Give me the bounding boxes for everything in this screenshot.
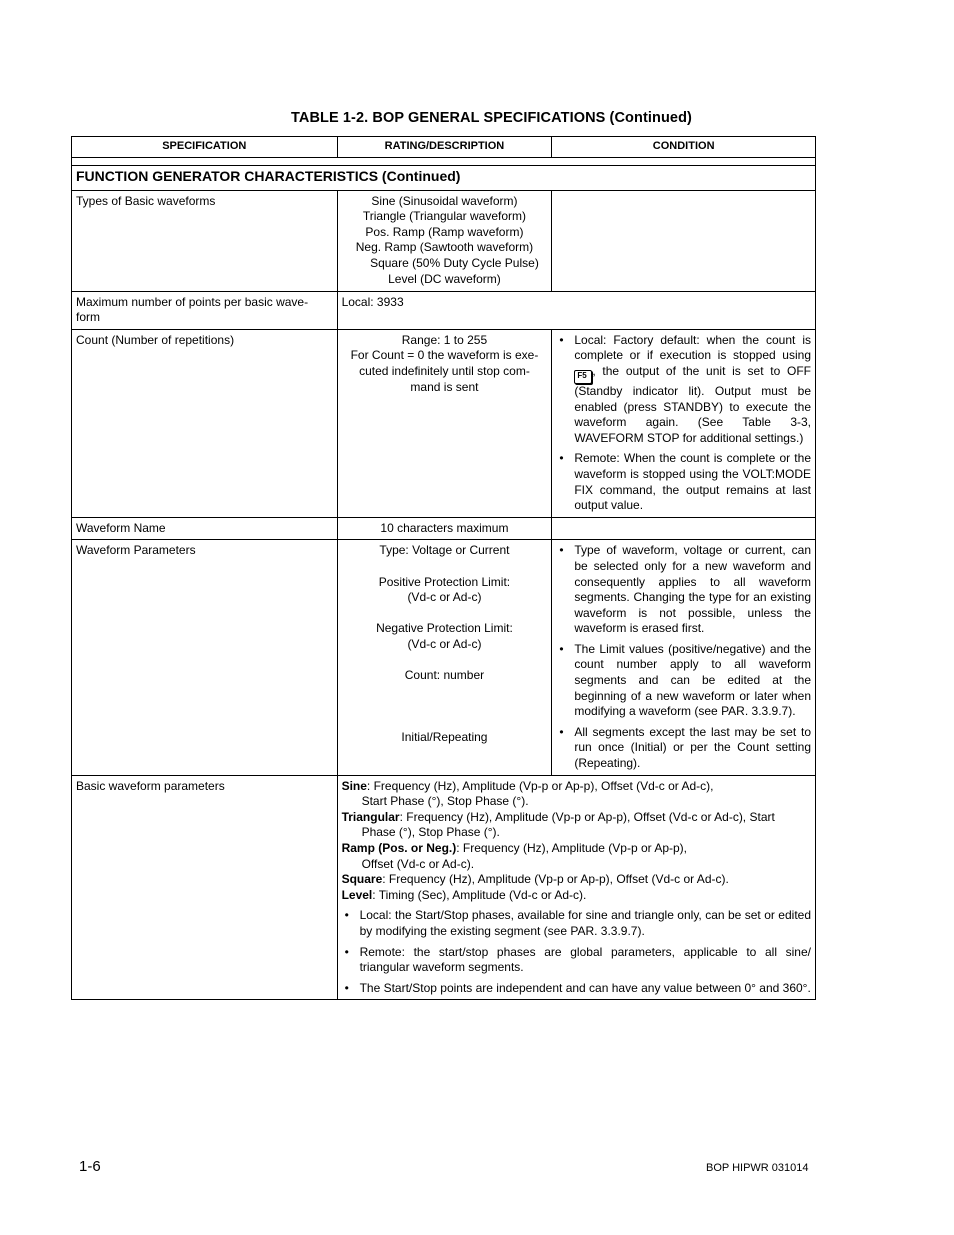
table-row bbox=[72, 190, 816, 291]
specifications-table bbox=[71, 136, 816, 1000]
table-row bbox=[72, 329, 816, 517]
header-specification: SPECIFICATION bbox=[72, 137, 338, 158]
condition-bullet: • Local: Factory default: when the count is complete or if execution is stopped using F5 , the output of the unit is set to OFF (Standby indicator lit). Output must be enabled (press STANDBY) to execute the waveform again. (See Table 3-3, WAVEFORM STOP for additional settings.) bbox=[556, 333, 811, 447]
section-row bbox=[72, 165, 816, 190]
table-row bbox=[72, 291, 816, 329]
condition-cell bbox=[552, 540, 816, 775]
rating-cell: Type: Voltage or Current Positive Protection Limit: (Vd-c or Ad-c) Negative Protection Limit: (Vd-c or Ad-c) Count: number Initial/Repeating bbox=[337, 540, 552, 775]
rating-cell: Range: 1 to 255 For Count = 0 the waveform is exe- cuted indefinitely until stop com- mand is sent bbox=[337, 329, 552, 517]
section-title: FUNCTION GENERATOR CHARACTERISTICS (Continued) bbox=[72, 165, 816, 190]
condition-bullet: • The Start/Stop points are independent and can have any value between 0° and 360°. bbox=[342, 981, 811, 997]
condition-bullet: • All segments except the last may be set to run once (Initial) or per the Count setting (Repeating). bbox=[556, 725, 811, 772]
rating-cell bbox=[337, 190, 552, 291]
rating-cell: Local: 3933 bbox=[337, 291, 815, 329]
table-title: TABLE 1-2. BOP GENERAL SPECIFICATIONS (Continued) bbox=[291, 110, 692, 126]
spec-cell: Waveform Parameters bbox=[72, 540, 338, 775]
header-row bbox=[72, 137, 816, 158]
spec-cell: Basic waveform parameters bbox=[72, 775, 338, 1000]
table-row bbox=[72, 517, 816, 540]
table-row bbox=[72, 775, 816, 1000]
condition-bullet: • Local: the Start/Stop phases, available for sine and triangle only, can be set or edited by modifying the existing segment (see PAR. 3.3.9.7). bbox=[342, 908, 811, 939]
waveform-type: Triangle (Triangular waveform) bbox=[362, 209, 527, 224]
waveform-type: Level (DC waveform) bbox=[388, 271, 501, 286]
spec-cell: Waveform Name bbox=[72, 517, 338, 540]
condition-bullet: • The Limit values (positive/negative) and the count number apply to all waveform segments and can be edited at the beginning of a new waveform or later when modifying a waveform (see PAR. 3.3.9.7). bbox=[556, 642, 811, 720]
rating-cell: 10 characters maximum bbox=[337, 517, 552, 540]
page-number: 1-6 bbox=[79, 1158, 101, 1175]
condition-bullet: • Remote: the start/stop phases are global parameters, applicable to all sine/ triangular waveform segments. bbox=[342, 945, 811, 976]
spec-cell: Count (Number of repetitions) bbox=[72, 329, 338, 517]
condition-bullet: • Type of waveform, voltage or current, can be selected only for a new waveform and consequently applies to all waveform segments. Changing the type for an existing waveform is not possible, unless the waveform is erased first. bbox=[556, 543, 811, 637]
header-rating: RATING/DESCRIPTION bbox=[337, 137, 552, 158]
header-condition: CONDITION bbox=[552, 137, 816, 158]
condition-bullet: • Remote: When the count is complete or the waveform is stopped using the VOLT:MODE FIX command, the output remains at last output value. bbox=[556, 451, 811, 513]
spec-cell: Maximum number of points per basic wave- form bbox=[72, 291, 338, 329]
condition-cell bbox=[552, 517, 816, 540]
condition-cell bbox=[552, 329, 816, 517]
waveform-type: Square (50% Duty Cycle Pulse) bbox=[370, 255, 539, 270]
document-id: BOP HIPWR 031014 bbox=[706, 1162, 809, 1174]
table-row bbox=[72, 540, 816, 775]
f5-key-icon: F5 bbox=[574, 370, 592, 384]
condition-cell bbox=[552, 190, 816, 291]
rating-cell: Sine: Frequency (Hz), Amplitude (Vp-p or Ap-p), Offset (Vd-c or Ad-c), Start Phase (°), Stop Phase (°). Triangular: Frequency (Hz), Amplitude (Vp-p or Ap-p), Offset (Vd-c or Ad-c), Start Phase (°), Stop Phase (°). Ramp (Pos. or Neg.): Frequency (Hz), Amplitude (Vp-p or Ap-p), Offset (Vd-c or Ad-c). Square: Frequency (Hz), Amplitude (Vp-p or Ap-p), Offset (Vd-c or Ad-c). Level: Timing (Sec), Amplitude (Vd-c or Ad-c). • Local: the Start/Stop phases, available for sine and triangle only, can be set or edited by modifying the existing segment (see PAR. 3.3.9.7). • Remote: the start/stop phases are global parameters, applicable to all sine/ triangular waveform segments. • The Start/Stop points are independent and can have any value between 0° and 360°. bbox=[337, 775, 815, 1000]
spec-cell: Types of Basic waveforms bbox=[72, 190, 338, 291]
waveform-type: Pos. Ramp (Ramp waveform) bbox=[365, 224, 524, 239]
waveform-type: Neg. Ramp (Sawtooth waveform) bbox=[355, 240, 534, 255]
waveform-type: Sine (Sinusoidal waveform) bbox=[371, 193, 518, 208]
